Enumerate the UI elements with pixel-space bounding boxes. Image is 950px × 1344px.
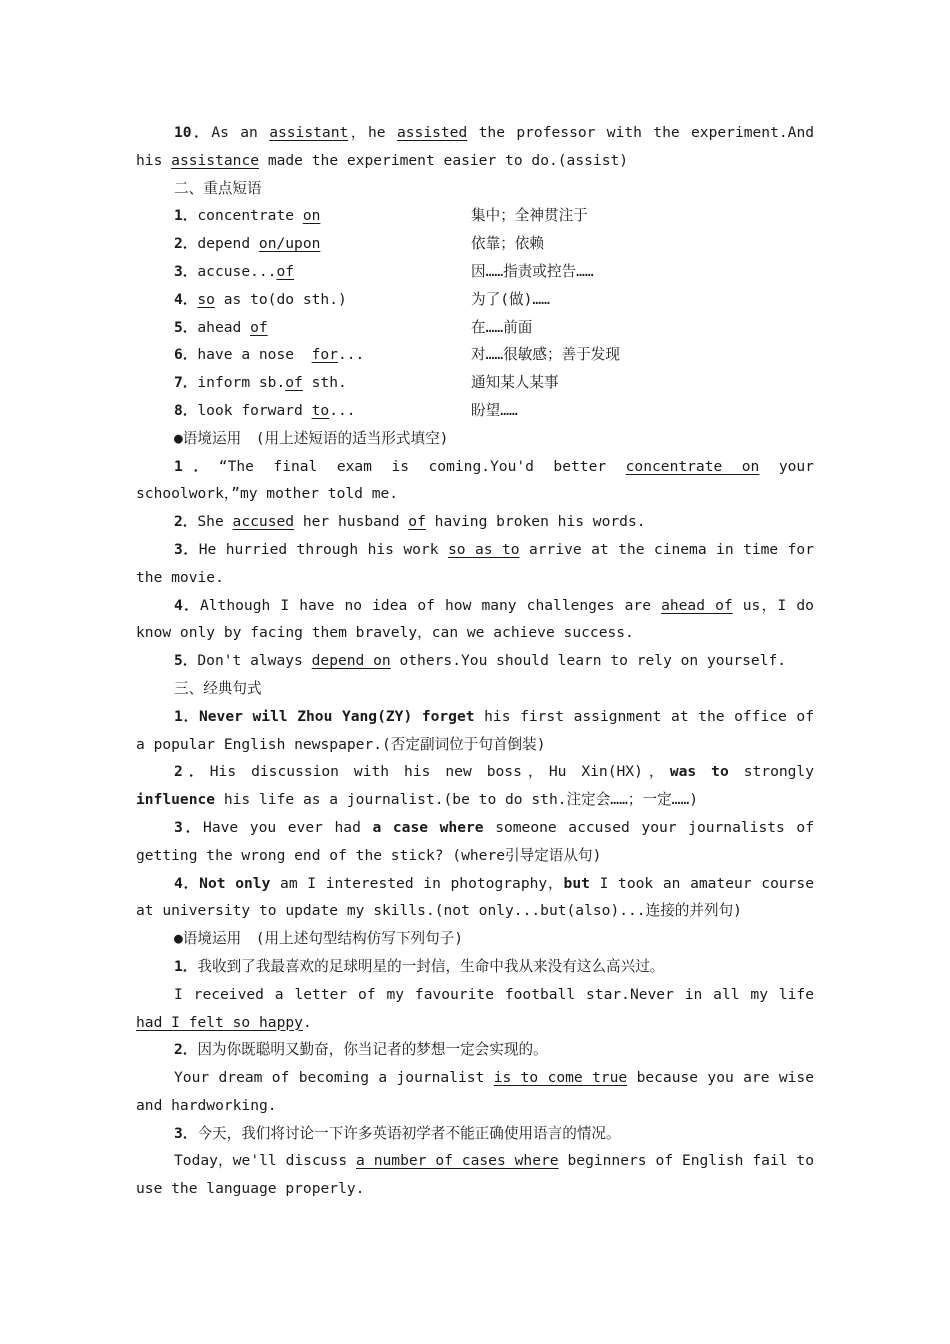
phrase-meaning: 集中；全神贯注于 bbox=[471, 207, 588, 225]
translation-answer bbox=[136, 981, 814, 1037]
worksheet-page bbox=[136, 119, 814, 1203]
item-number: 1． bbox=[174, 957, 198, 975]
text: us，I do know only by facing them bravely，can we achieve success. bbox=[136, 596, 814, 642]
answer-blank: a number of cases where bbox=[356, 1152, 559, 1170]
text: I took an amateur course at university to update my skills.(not only...but(also)...连接的并列句) bbox=[136, 874, 815, 920]
section-heading-phrases: 二、重点短语 bbox=[174, 179, 262, 197]
phrase-row bbox=[136, 202, 814, 230]
text: strongly bbox=[728, 763, 814, 781]
phrase-meaning: 盼望…… bbox=[471, 401, 518, 419]
phrase-row bbox=[136, 314, 814, 342]
item-number: 1． bbox=[174, 707, 199, 725]
item-number: 2． bbox=[174, 513, 198, 531]
text: Your dream of becoming a journalist bbox=[174, 1069, 494, 1087]
answer-blank: of bbox=[276, 262, 295, 280]
answer-blank: so bbox=[197, 290, 215, 308]
text: because you are wise and hardworking. bbox=[136, 1069, 814, 1114]
item-number: 8． bbox=[174, 401, 198, 419]
translation-answer bbox=[136, 1064, 814, 1120]
key-structure: influence bbox=[136, 791, 216, 809]
sentence-pattern bbox=[136, 758, 814, 814]
answer-blank: accused bbox=[232, 513, 295, 531]
chinese-sentence: 今天，我们将讨论一下许多英语初学者不能正确使用语言的情况。 bbox=[197, 1124, 621, 1142]
answer-blank: of bbox=[408, 513, 426, 531]
answer-blank: on/upon bbox=[258, 235, 321, 253]
answer-blank: to bbox=[311, 401, 330, 419]
key-structure: Never will Zhou Yang(ZY) forget bbox=[198, 707, 475, 725]
phrase-meaning: 为了(做)…… bbox=[471, 290, 550, 308]
text: am I interested in photography， bbox=[270, 874, 564, 892]
phrase-row bbox=[136, 258, 814, 286]
item-number: 4． bbox=[174, 596, 200, 614]
phrase-text: look forward bbox=[197, 401, 312, 419]
translation-prompt bbox=[136, 1036, 814, 1064]
phrase-meaning: 通知某人某事 bbox=[471, 374, 559, 392]
phrase-text: accuse... bbox=[197, 262, 277, 280]
exercise-item bbox=[136, 592, 814, 648]
text: someone accused your journalists of getting the wrong end of the stick? (where引导定语从句) bbox=[136, 818, 814, 864]
text: made the experiment easier to do.(assist) bbox=[259, 151, 629, 169]
item-number: 3． bbox=[174, 818, 204, 836]
item-number: 4． bbox=[174, 874, 200, 892]
phrase-text: ahead bbox=[197, 318, 251, 336]
sentence-pattern bbox=[136, 870, 814, 926]
phrase-list bbox=[136, 202, 814, 424]
sentence-pattern bbox=[136, 814, 814, 870]
phrase-text: sth. bbox=[302, 374, 347, 392]
practice-heading-phrases: ● 语境运用 (用上述短语的适当形式填空) bbox=[136, 425, 814, 453]
item-number: 1． bbox=[174, 457, 219, 475]
text: His discussion with his new boss，Hu Xin(HX)， bbox=[209, 763, 670, 781]
exercise-item bbox=[136, 536, 814, 592]
chinese-sentence: 因为你既聪明又勤奋，你当记者的梦想一定会实现的。 bbox=[197, 1041, 548, 1059]
text: Today，we'll discuss bbox=[174, 1152, 357, 1170]
text: the professor with the experiment.And his bbox=[136, 124, 815, 169]
item-number: 1． bbox=[174, 207, 198, 225]
phrase-text: ... bbox=[337, 346, 365, 364]
exercise-item bbox=[136, 508, 814, 536]
translation-answer bbox=[136, 1147, 814, 1203]
answer-blank: depend on bbox=[311, 652, 391, 670]
text: beginners of English fail to use the language properly. bbox=[136, 1152, 814, 1198]
vocab-item-10 bbox=[136, 119, 814, 175]
answer-blank: of bbox=[285, 374, 303, 392]
item-number: 5． bbox=[174, 318, 198, 336]
phrase-text: concentrate bbox=[197, 207, 303, 225]
item-number: 2． bbox=[174, 763, 210, 781]
text: . bbox=[302, 1013, 312, 1031]
phrase-meaning: 因……指责或控告…… bbox=[471, 262, 594, 280]
exercise-item bbox=[136, 453, 814, 509]
text: his life as a journalist.(be to do sth.注定会……；一定……) bbox=[215, 791, 699, 809]
text: As an bbox=[211, 124, 270, 141]
text: I received a letter of my favourite football star.Never in all my life bbox=[174, 985, 814, 1003]
practice-heading-sentences: ● 语境运用 (用上述句型结构仿写下列句子) bbox=[136, 925, 814, 953]
answer-blank: so as to bbox=[447, 540, 520, 558]
phrase-text: inform sb. bbox=[197, 374, 286, 392]
item-number: 10． bbox=[174, 124, 212, 141]
phrase-meaning: 依靠；依赖 bbox=[471, 235, 544, 253]
answer-blank: for bbox=[311, 346, 338, 364]
text: He hurried through his work bbox=[198, 540, 448, 558]
text: his first assignment at the office of a popular English newspaper.(否定副词位于句首倒装) bbox=[136, 707, 814, 753]
item-number: 5． bbox=[174, 652, 198, 670]
text: arrive at the cinema in time for the movie. bbox=[136, 540, 815, 586]
sentence-pattern bbox=[136, 703, 814, 759]
item-number: 3． bbox=[174, 540, 199, 558]
text: She bbox=[197, 513, 233, 531]
phrase-row bbox=[136, 397, 814, 425]
phrase-meaning: 在……前面 bbox=[471, 318, 533, 336]
answer-blank: had I felt so happy bbox=[136, 1013, 303, 1031]
phrase-text: as to(do sth.) bbox=[214, 290, 347, 308]
text: having broken his words. bbox=[425, 513, 646, 531]
item-number: 4． bbox=[174, 290, 198, 308]
translation-prompt bbox=[136, 1120, 814, 1148]
answer-blank: on bbox=[302, 207, 321, 225]
exercise-item bbox=[136, 647, 814, 675]
item-number: 2． bbox=[174, 1041, 198, 1059]
key-structure: a case where bbox=[372, 818, 484, 836]
text: “The final exam is coming.You'd better bbox=[218, 457, 626, 475]
key-structure: was to bbox=[669, 763, 729, 781]
text: her husband bbox=[294, 513, 409, 531]
phrase-row bbox=[136, 369, 814, 397]
phrase-text: have a nose bbox=[197, 346, 312, 364]
text: Have you ever had bbox=[203, 818, 373, 836]
answer-blank: assistant bbox=[269, 124, 349, 141]
phrase-row bbox=[136, 286, 814, 314]
section-heading-sentences: 三、经典句式 bbox=[174, 679, 262, 697]
chinese-sentence: 我收到了我最喜欢的足球明星的一封信，生命中我从来没有这么高兴过。 bbox=[197, 957, 665, 975]
phrase-text: depend bbox=[197, 235, 259, 253]
answer-blank: ahead of bbox=[661, 596, 733, 614]
item-number: 3． bbox=[174, 262, 198, 280]
item-number: 7． bbox=[174, 374, 198, 392]
item-number: 2． bbox=[174, 235, 198, 253]
phrase-row bbox=[136, 230, 814, 258]
answer-blank: assisted bbox=[396, 124, 468, 141]
translation-prompt bbox=[136, 953, 814, 981]
answer-blank: concentrate on bbox=[625, 457, 760, 475]
phrase-meaning: 对……很敏感；善于发现 bbox=[471, 346, 620, 364]
answer-blank: assistance bbox=[171, 151, 260, 169]
text: Don't always bbox=[197, 652, 312, 670]
item-number: 3． bbox=[174, 1124, 198, 1142]
answer-blank: is to come true bbox=[493, 1069, 628, 1087]
text: ，he bbox=[348, 124, 397, 141]
text: your schoolwork，”my mother told me. bbox=[136, 457, 814, 503]
phrase-text: ... bbox=[329, 401, 356, 419]
phrase-row bbox=[136, 341, 814, 369]
answer-blank: of bbox=[250, 318, 268, 336]
text: others.You should learn to rely on yourself. bbox=[390, 652, 787, 670]
key-structure: Not only bbox=[199, 874, 271, 892]
item-number: 6． bbox=[174, 346, 198, 364]
text: Although I have no idea of how many challenges are bbox=[199, 596, 662, 614]
key-structure: but bbox=[563, 874, 590, 892]
